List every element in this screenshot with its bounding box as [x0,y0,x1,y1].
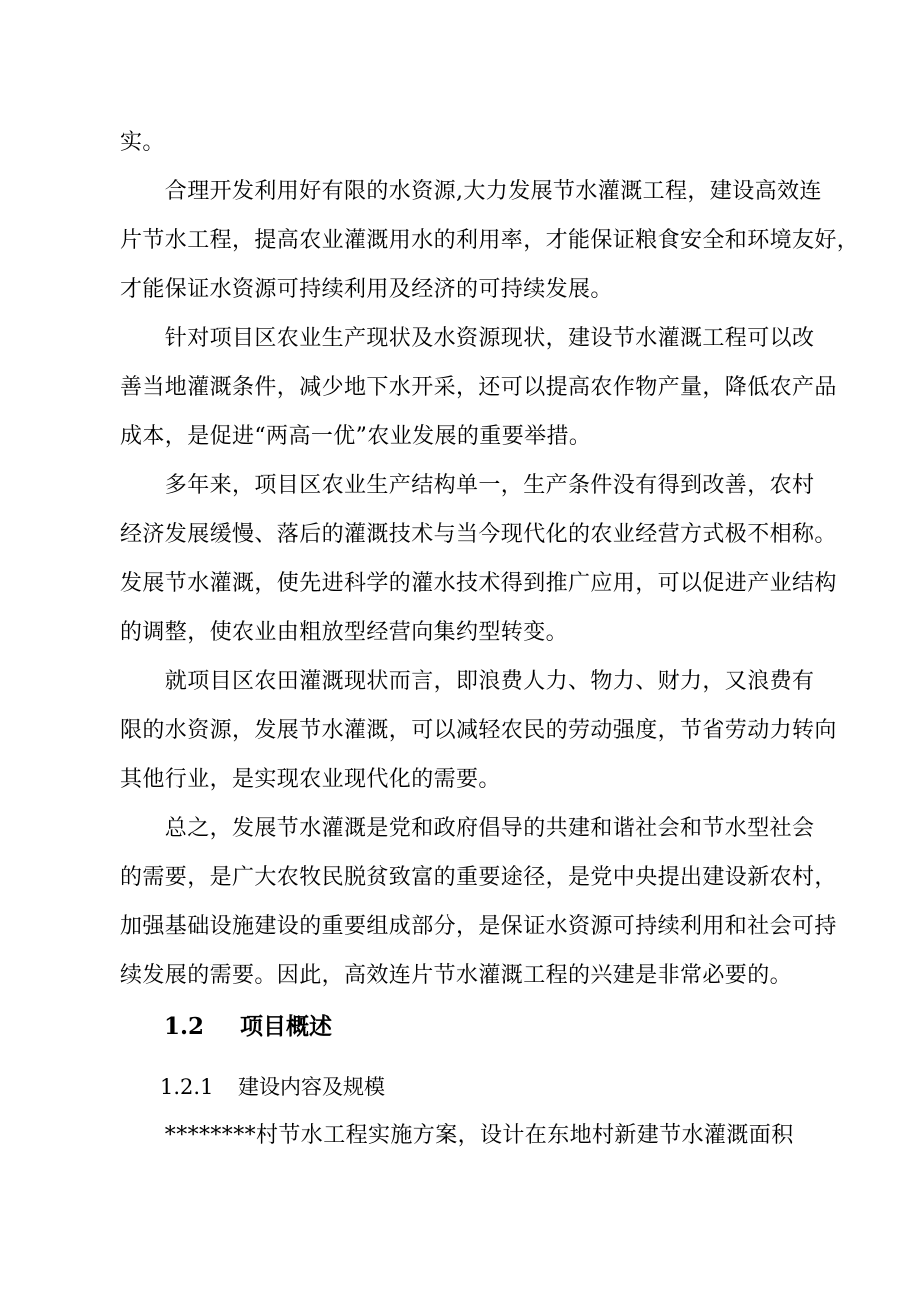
paragraph-line: 合理开发利用好有限的水资源,大力发展节水灌溉工程，建设高效连 [120,179,822,204]
paragraph-line: 就项目区农田灌溉现状而言，即浪费人力、物力、财力，又浪费有 [120,669,815,694]
paragraph-line: 续发展的需要。因此，高效连片节水灌溉工程的兴建是非常必要的。 [120,963,793,988]
body-text-continued [120,1111,800,1160]
paragraph-line: 经济发展缓慢、落后的灌溉技术与当今现代化的农业经营方式极不相称。 [120,522,837,547]
paragraph-line: ********村节水工程实施方案，设计在东地村新建节水灌溉面积 [120,1123,794,1148]
paragraph-line: 发展节水灌溉，使先进科学的灌水技术得到推广应用，可以促进产业结构 [120,571,837,596]
section-title: 项目概述 [240,1013,332,1040]
paragraph-line: 其他行业，是实现农业现代化的需要。 [120,767,501,792]
paragraph-line: 限的水资源，发展节水灌溉，可以减轻农民的劳动强度，节省劳动力转向 [120,718,837,743]
paragraph-line: 成本，是促进“两高一优”农业发展的重要举措。 [120,424,592,449]
paragraph-line: 加强基础设施建设的重要组成部分，是保证水资源可持续利用和社会可持 [120,914,837,939]
subsection-heading [160,1071,385,1101]
subsection-title: 建设内容及规模 [238,1075,385,1099]
subsection-number: 1.2.1 [160,1075,214,1099]
paragraph-line: 总之，发展节水灌溉是党和政府倡导的共建和谐社会和节水型社会 [120,816,815,841]
paragraph-line: 针对项目区农业生产现状及水资源现状，建设节水灌溉工程可以改 [120,326,815,351]
paragraph-line: 的需要，是广大农牧民脱贫致富的重要途径，是党中央提出建设新农村， [120,865,837,890]
section-number: 1.2 [164,1013,205,1040]
paragraph-line: 片节水工程，提高农业灌溉用水的利用率，才能保证粮食安全和环境友好， [120,228,860,253]
paragraph-line: 才能保证水资源可持续利用及经济的可持续发展。 [120,277,613,302]
paragraph-line: 多年来，项目区农业生产结构单一，生产条件没有得到改善，农村 [120,473,815,498]
paragraph-line: 的调整，使农业由粗放型经营向集约型转变。 [120,620,569,645]
body-text [120,118,860,1000]
paragraph-line: 实。 [120,130,165,155]
paragraph-line: 善当地灌溉条件，减少地下水开采，还可以提高农作物产量，降低农产品 [120,375,837,400]
section-heading [164,1008,332,1041]
